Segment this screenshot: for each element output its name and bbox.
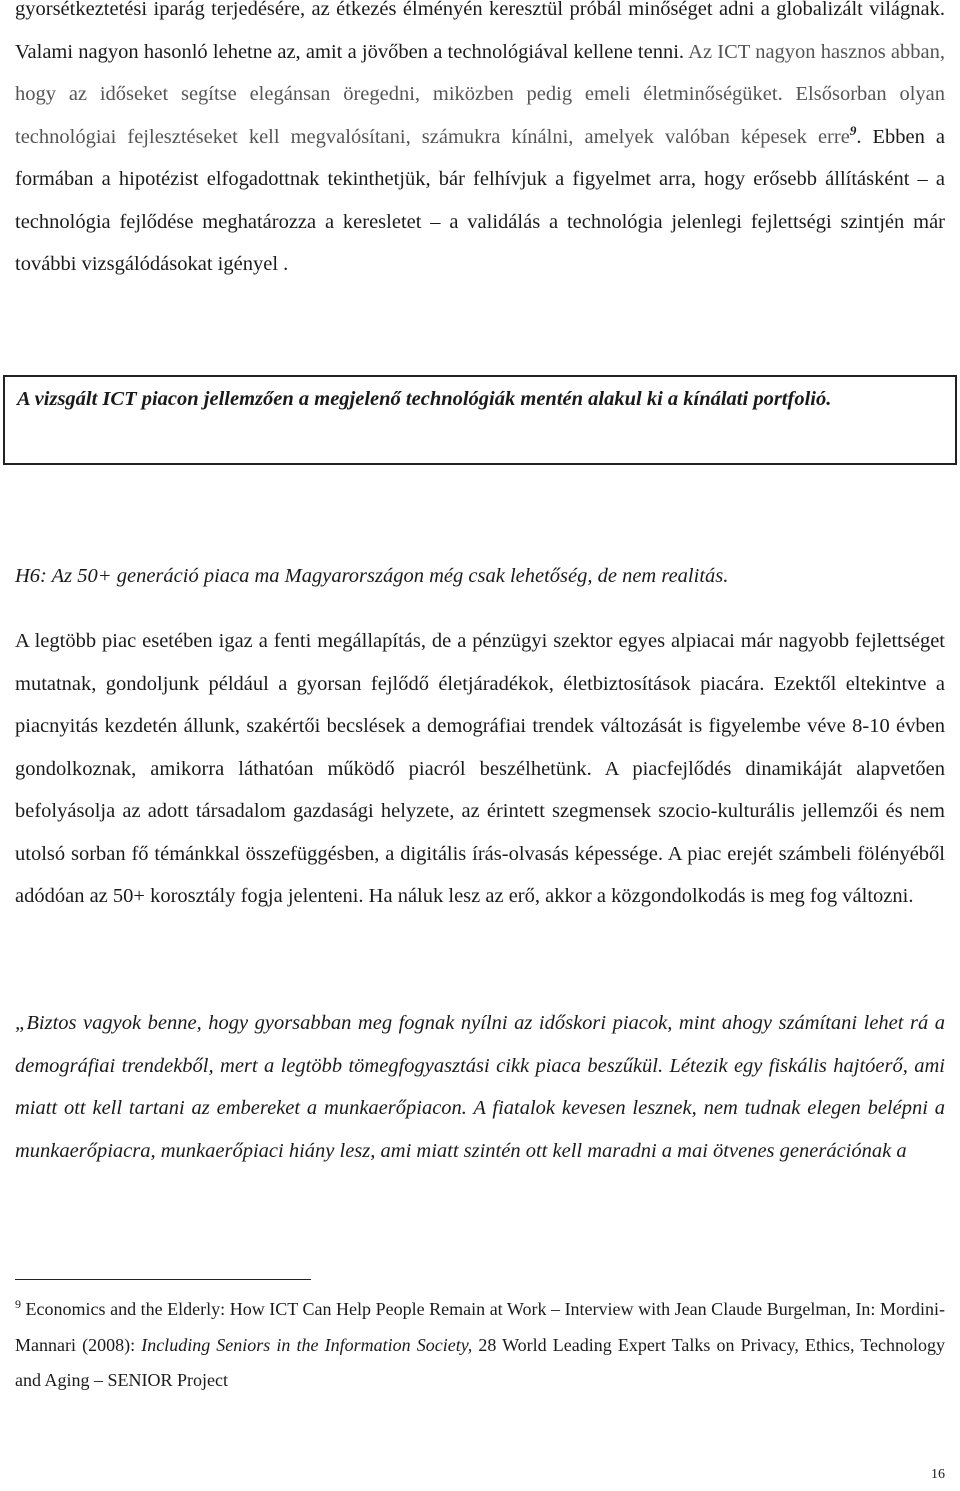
intro-gray-text: Az ICT nagyon hasznos abban, hogy az időseket segítse elegánsan öregedni, miközben pedig emeli életminőségüket. Elsősorban olyan technológiai fejlesztéseket kell megvalósítani, számukra kínálni, amelyek valóban képesek erre bbox=[15, 40, 946, 148]
footnote: $^9$ Economics and the Elderly: How ICT Can Help People Remain at Work – Interview with Jean Claude Burgelman, In: Mordini-Mannari (2008): Including Seniors in the Information Society, 28 World Leading Expert Talks on Privacy, Ethics, Technology and Aging – SENIOR Project bbox=[15, 1297, 945, 1390]
footnote-number: 9 bbox=[15, 1297, 21, 1311]
footnote-italic-title: Including Seniors in the Information Society, bbox=[141, 1334, 473, 1355]
footnote-reference[interactable]: 9 bbox=[849, 122, 857, 138]
hypothesis-statement-box bbox=[3, 375, 957, 465]
page-number: 16 bbox=[931, 1467, 945, 1482]
intro-rest-text: Ebben a formában a hipotézist elfogadottnak tekinthetjük, bár felhívjuk a figyelmet arra, hogy erősebb állításként – a technológia fejlődése meghatározza a keresletet – a validálás a technológia jelenlegi fejlettségi szintjén már további vizsgálódásokat igényel . bbox=[15, 125, 945, 275]
body-paragraph: A legtöbb piac esetében igaz a fenti megállapítás, de a pénzügyi szektor egyes alpiacai már nagyobb fejlettséget mutatnak, gondoljunk például a gyorsan fejlődő életjáradékok, életbiztosítások piacára. Ezektől eltekintve a piacnyitás kezdetén állunk, szakértői becslések a demográfiai trendek változását is figyelembe véve 8-10 évben gondolkoznak, amikorra láthatóan működő piacról beszélhetünk. A piacfejlődés dinamikáját alapvetően befolyásolja az adott társadalom gazdasági helyzete, az érintett szegmensek szocio-kulturális jellemzői és nem utolsó sorban fő témánkkal összefüggésben, a digitális írás-olvasás képessége. A piac erejét számbeli fölényéből adódóan az 50+ korosztály fogja jelenteni. Ha náluk lesz az erő, akkor a közgondolkodás is meg fog változni. bbox=[15, 630, 945, 907]
box-statement: A vizsgált ICT piacon jellemzően a megjelenő technológiák mentén alakul ki a kínálati portfolió. bbox=[17, 388, 832, 410]
intro-text: gyorsétkeztetési iparág terjedésére, az étkezés élményén keresztül próbál minőséget adni a globalizált világnak. Valami nagyon hasonló lehetne az, amit a jövőben a technológiával kellene tenni. bbox=[15, 0, 945, 63]
hypothesis-h6: H6: Az 50+ generáció piaca ma Magyarországon még csak lehetőség, de nem realitás. bbox=[15, 565, 729, 587]
intro-paragraph: gyorsétkeztetési iparág terjedésére, az étkezés élményén keresztül próbál minőséget adni a globalizált világnak. Valami nagyon hasonló lehetne az, amit a jövőben a technológiával kellene tenni. Az ICT nagyon hasznos abban, hogy az időseket segítse elegánsan öregedni, miközben pedig emeli életminőségüket. Elsősorban olyan technológiai fejlesztéseket kell megvalósítani, számukra kínálni, amelyek valóban képesek erre$^9$. Ebben a formában a hipotézist elfogadottnak tekinthetjük, bár felhívjuk a figyelmet arra, hogy erősebb állításként – a technológia fejlődése meghatározza a keresletet – a validálás a technológia jelenlegi fejlettségi szintjén már további vizsgálódásokat igényel . bbox=[15, 0, 946, 275]
footnote-divider bbox=[15, 1279, 311, 1280]
interview-quote: „Biztos vagyok benne, hogy gyorsabban meg fognak nyílni az időskori piacok, mint ahogy számítani lehet rá a demográfiai trendekből, mert a legtöbb tömegfogyasztási cikk piaca beszűkül. Létezik egy fiskális hajtóerő, ami miatt ott kell tartani az embereket a munkaerőpiacon. A fiatalok kevesen lesznek, nem tudnak elegen belépni a munkaerőpiacra, munkaerőpiaci hiány lesz, ami miatt szintén ott kell maradni a mai ötvenes generációnak a bbox=[15, 1012, 945, 1162]
